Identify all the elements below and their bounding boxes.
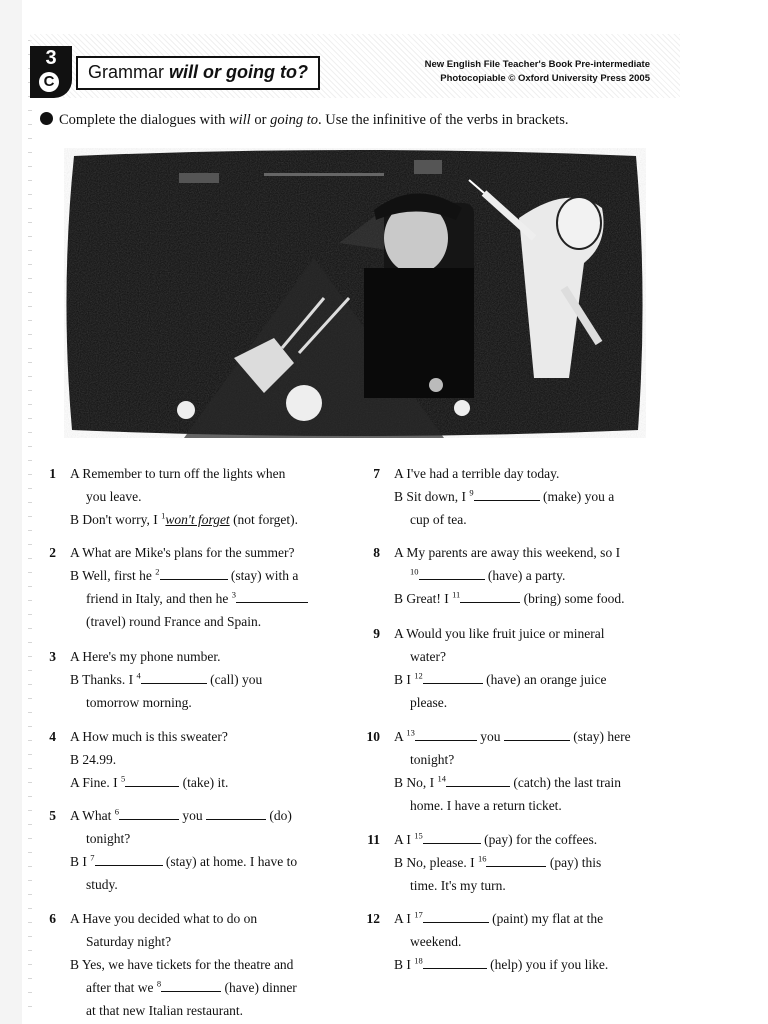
question-3: 3 A Here's my phone number. B Thanks. I $^4$ (call) you tomorrow morning. — [49, 649, 263, 710]
answer-blank[interactable] — [474, 488, 540, 501]
answer-blank[interactable] — [423, 910, 489, 923]
question-11: 11 A I $^{15}$ (pay) for the coffees. B No, please. I $^{16}$ (pay) this time. It's my turn. — [367, 830, 602, 893]
answer-blank[interactable] — [446, 774, 510, 787]
answer-blank[interactable] — [423, 831, 481, 844]
bullet-icon — [40, 112, 53, 125]
question-10: 10 A $^{13}$ you (stay) here tonight? B No, I $^{14}$ (catch) the last train home. I have a return ticket. — [366, 727, 631, 813]
question-9: 9 A Would you like fruit juice or mineral water? B I $^{12}$ (have) an orange juice please. — [373, 626, 607, 710]
title-topic: will or going to? — [169, 62, 308, 82]
unit-badge — [30, 46, 72, 98]
answer-blank[interactable] — [504, 728, 570, 741]
question-7: 7 A I've had a terrible day today. B Sit down, I $^9$ (make) you a cup of tea. — [373, 466, 615, 527]
answer-blank[interactable] — [141, 671, 207, 684]
answer-blank[interactable] — [423, 671, 483, 684]
book-title: New English File Teacher's Book Pre-intermediate — [424, 59, 650, 70]
question-number: 1 — [49, 466, 56, 481]
page-edge — [0, 0, 22, 1024]
answer-blank[interactable] — [460, 590, 520, 603]
question-8: 8 A My parents are away this weekend, so I $^{10}$ (have) a party. B Great! I $^{11}$ (bring) some food. — [373, 545, 625, 606]
worksheet-title — [76, 56, 320, 90]
book-credits — [425, 58, 650, 86]
answer-blank[interactable] — [125, 774, 179, 787]
answer-blank[interactable] — [486, 854, 546, 867]
exercise-instruction: Complete the dialogues with will or going to. Use the infinitive of the verbs in brackets. — [40, 112, 568, 129]
question-1: 1 A Remember to turn off the lights when you leave. B Don't worry, I $^1$won't forget (not forget). — [28, 462, 348, 532]
title-prefix: Grammar — [88, 62, 164, 82]
question-4: 4 A How much is this sweater? B 24.99. A Fine. I $^5$ (take) it. — [49, 729, 229, 790]
copyright-line: Photocopiable © Oxford University Press 2005 — [440, 73, 650, 84]
question-5: 5 A What $^6$ you (do) tonight? B I $^7$ (stay) at home. I have to study. — [49, 806, 298, 892]
unit-number: 3 — [45, 47, 57, 69]
cartoon-illustration — [64, 148, 646, 438]
question-2: 2 A What are Mike's plans for the summer? B Well, first he $^2$ (stay) with a friend in Italy, and then he $^3$ (travel) round France and Spain. — [28, 541, 348, 633]
answer-blank[interactable] — [419, 567, 485, 580]
question-12: 12 A I $^{17}$ (paint) my flat at the weekend. B I $^{18}$ (help) you if you like. — [366, 909, 609, 972]
answer-blank[interactable] — [119, 807, 179, 820]
answer-blank[interactable] — [423, 956, 487, 969]
question-6: 6 A Have you decided what to do on Saturday night? B Yes, we have tickets for the theatre and after that we $^8$ (have) dinner at that new Italian restaurant. — [49, 911, 297, 1018]
answer-blank[interactable] — [161, 979, 221, 992]
answer-blank[interactable] — [236, 590, 308, 603]
unit-letter: C — [39, 72, 59, 92]
example-answer: won't forget — [165, 512, 230, 527]
answer-blank[interactable] — [160, 567, 228, 580]
answer-blank[interactable] — [415, 728, 477, 741]
answer-blank[interactable] — [95, 853, 163, 866]
answer-blank[interactable] — [206, 807, 266, 820]
